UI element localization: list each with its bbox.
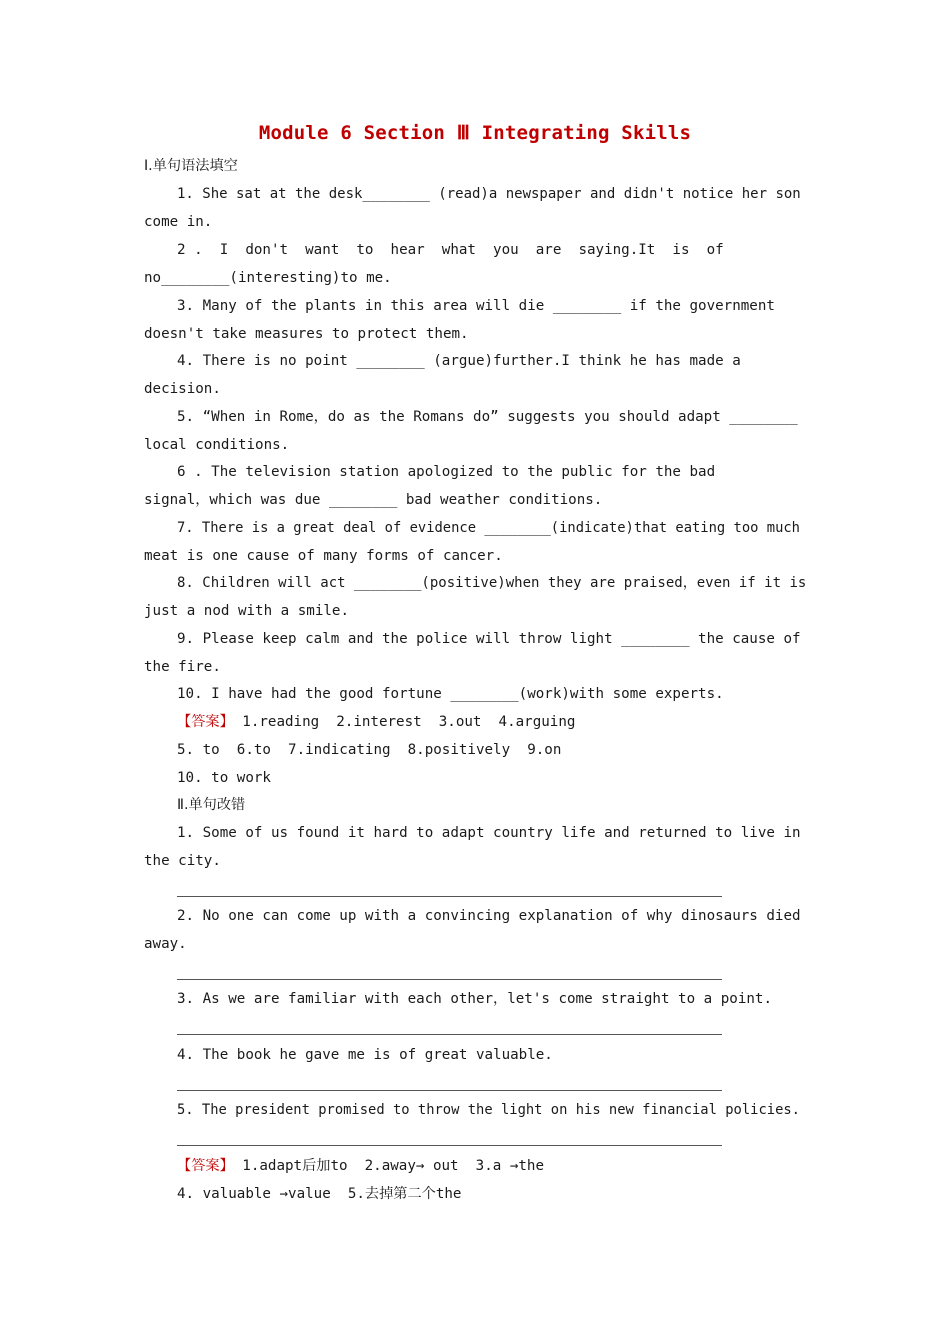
- answer-line: [177, 979, 722, 980]
- part2-item-4-line1: 4. The book he gave me is of great valuable.: [177, 1047, 553, 1063]
- part1-item-2-line1: 2 . I don't want to hear what you are saying.It is of: [177, 242, 724, 258]
- part1-answer-line-3: 10. to work: [177, 770, 271, 786]
- part1-item-7-line1: 7. There is a great deal of evidence ________(indicate)that eating too much: [177, 520, 800, 536]
- part1-item-4-line1: 4. There is no point ________ (argue)further.I think he has made a: [177, 353, 741, 369]
- part1-item-3-line2: doesn't take measures to protect them.: [144, 326, 469, 342]
- part1-item-6-line1: 6 . The television station apologized to the public for the bad: [177, 464, 716, 480]
- part1-item-5-line1: 5. “When in Rome，do as the Romans do” suggests you should adapt ________: [177, 409, 798, 425]
- part1-item-8-line2: just a nod with a smile.: [144, 603, 349, 619]
- part1-item-5-line2: local conditions.: [144, 437, 290, 453]
- part2-heading: Ⅱ.单句改错: [177, 797, 246, 813]
- part1-item-3-line1: 3. Many of the plants in this area will die ________ if the government: [177, 298, 775, 314]
- part1-answer-line-2: 5. to 6.to 7.indicating 8.positively 9.on: [177, 742, 562, 758]
- part1-item-9-line1: 9. Please keep calm and the police will throw light ________ the cause of: [177, 631, 801, 647]
- part2-item-3-line1: 3. As we are familiar with each other，let's come straight to a point.: [177, 991, 773, 1007]
- part2-item-5-line1: 5. The president promised to throw the light on his new financial policies.: [177, 1102, 800, 1118]
- part2-answer-line-2: 4. valuable →value 5.去掉第二个the: [177, 1186, 462, 1202]
- part1-item-1-line1: 1. She sat at the desk________ (read)a newspaper and didn't notice her son: [177, 186, 801, 202]
- answer-tag: 【答案】: [177, 1158, 234, 1174]
- part2-item-1-line2: the city.: [144, 853, 221, 869]
- part1-item-1-line2: come in.: [144, 214, 213, 230]
- part2-answer-line-1: [177, 1156, 806, 1176]
- part1-item-2-line2: no________(interesting)to me.: [144, 270, 392, 286]
- part2-item-2-line1: 2. No one can come up with a convincing explanation of why dinosaurs died: [177, 908, 801, 924]
- part1-heading: Ⅰ.单句语法填空: [144, 158, 238, 174]
- answer-line: [177, 1090, 722, 1091]
- part1-item-4-line2: decision.: [144, 381, 221, 397]
- part1-item-9-line2: the fire.: [144, 659, 221, 675]
- answer-line: [177, 1145, 722, 1146]
- answer-text: 1.adapt后加to 2.away→ out 3.a →the: [233, 1158, 545, 1174]
- page-title: Module 6 Section Ⅲ Integrating Skills: [258, 122, 692, 144]
- part1-item-10-line1: 10. I have had the good fortune ________(work)with some experts.: [177, 686, 724, 702]
- answer-text: 1.reading 2.interest 3.out 4.arguing: [233, 714, 576, 730]
- part1-item-7-line2: meat is one cause of many forms of cancer.: [144, 548, 503, 564]
- answer-line: [177, 896, 722, 897]
- part2-item-1-line1: 1. Some of us found it hard to adapt country life and returned to live in: [177, 825, 801, 841]
- part1-item-6-line2: signal，which was due ________ bad weather conditions.: [144, 492, 603, 508]
- part1-answer-line-1: [177, 712, 806, 732]
- answer-line: [177, 1034, 722, 1035]
- part1-item-8-line1: 8. Children will act ________(positive)when they are praised，even if it is: [177, 575, 807, 591]
- part2-item-2-line2: away.: [144, 936, 187, 952]
- answer-tag: 【答案】: [177, 714, 234, 730]
